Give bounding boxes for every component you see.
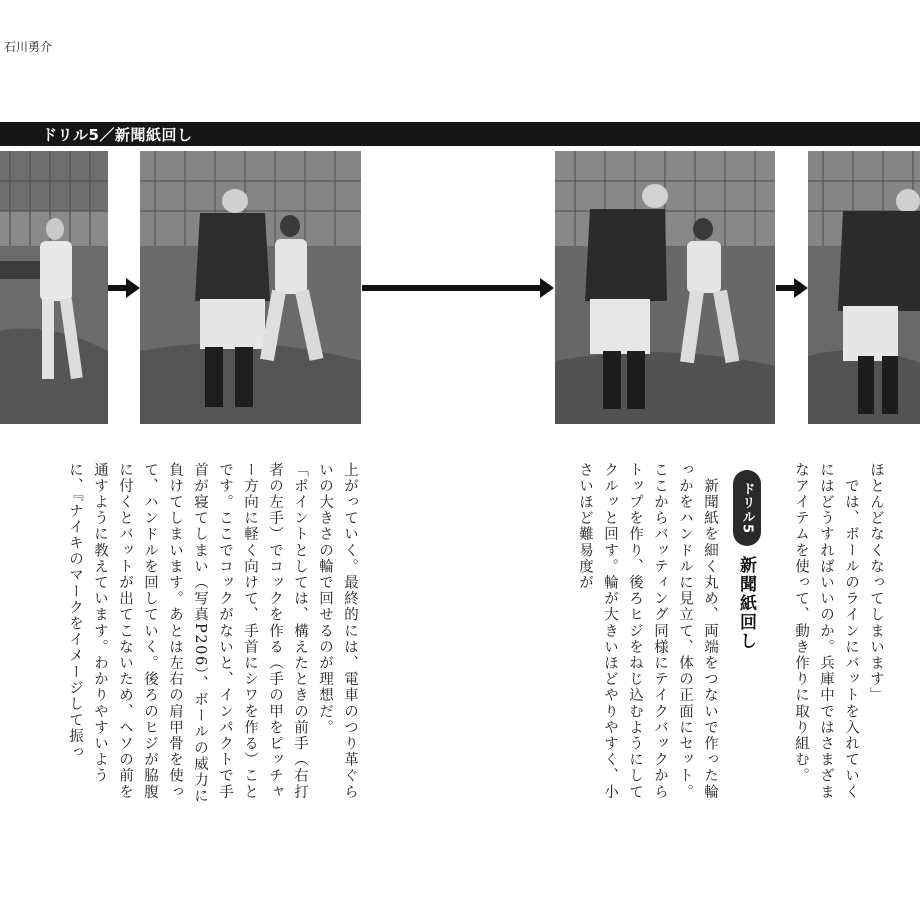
batting-drill-photo-icon (555, 151, 775, 424)
photo-1 (0, 151, 108, 424)
intro-text: ほとんどなくなってしまいます」 では、ボールのラインにバットを入れていくにはどうすればいいのか。兵庫中ではさまざまなアイテムを使って、動き作りに取り組む。 (793, 462, 884, 801)
section-title-band (0, 122, 920, 146)
drill-text: 新聞紙を細く丸め、両端をつないで作った輪っかをハンドルに見立て、体の正面にセット。ここからバッティング同様にテイクバックからトップを作り、後ろヒジをねじ込むようにしてクルッと回す。輪が大きいほどやりやすく、小さいほど難易度が (577, 462, 718, 801)
body-column-intro (768, 462, 888, 812)
drill-heading: 新聞紙回し (736, 556, 756, 651)
right-arrow-icon (776, 278, 808, 298)
photo-2 (140, 151, 361, 424)
batting-drill-photo-icon (0, 151, 108, 424)
drill-badge (733, 470, 761, 546)
right-arrow-icon (108, 278, 140, 298)
drill-badge-label: ドリル5 (739, 481, 755, 535)
section-title: ドリル5／新聞紙回し (42, 126, 193, 144)
photo-4 (808, 151, 920, 424)
points-text: 上がっていく。最終的には、電車のつり革ぐらいの大きさの輪で回せるのが理想だ。 「ポイントとしては、構えたときの前手（右打者の左手）でコックを作る（手の甲をピッチャー方向に軽く向けて、手首にシワを作る）ことです。ここでコックがないと、インパクトで手首が寝てしまい（写真P206）、ボールの威力に負けてしまいます。あとは左右の肩甲骨を使って、ハンドルを回していく。後ろのヒジが脇腹に付くとバットが出てこないため、ヘソの前を通すように教えています。わかりやすいように、『ナイキのマークをイメージして振っ (67, 462, 358, 805)
batting-drill-photo-icon (808, 151, 920, 424)
body-column-drill (562, 462, 722, 812)
photo-3 (555, 151, 775, 424)
author-name: 石川勇介 (4, 40, 53, 54)
body-column-points (67, 462, 362, 812)
batting-drill-photo-icon (140, 151, 361, 424)
right-arrow-icon (362, 278, 554, 298)
